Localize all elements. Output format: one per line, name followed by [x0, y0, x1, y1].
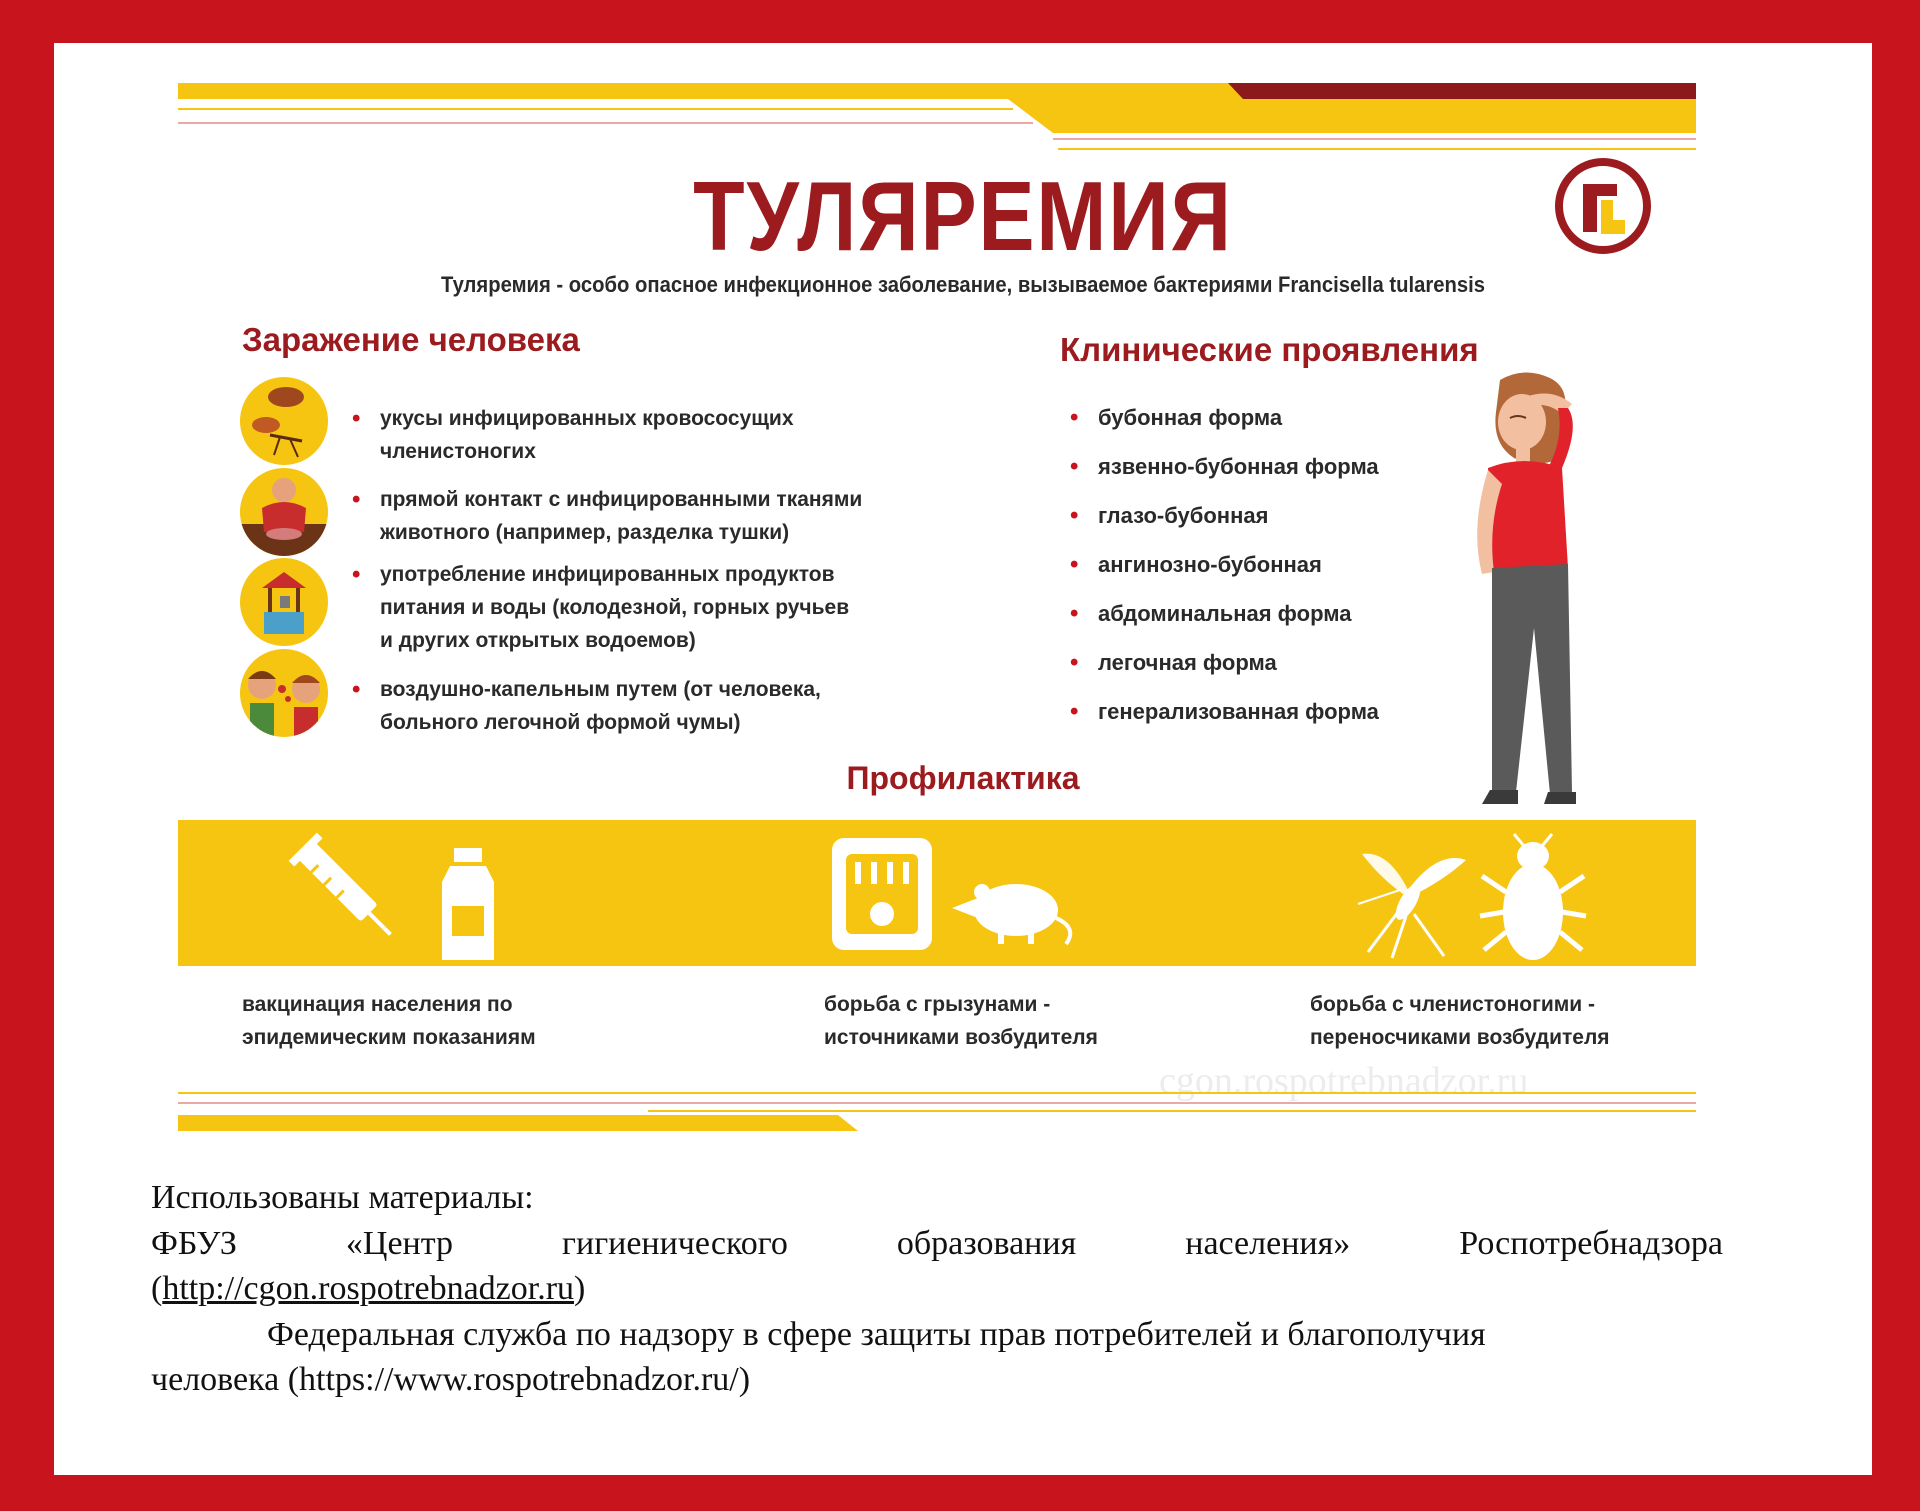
- prevention-caption-rodents: борьба с грызунами - источниками возбудителя: [824, 993, 1098, 1049]
- infection-item: • употребление инфицированных продуктов питания и воды (колодезной, горных ручьев и других открытых водоемов): [380, 558, 849, 657]
- prevention-caption-vaccination: вакцинация населения по эпидемическим показаниям: [242, 993, 536, 1049]
- cgon-link[interactable]: http://cgon.rospotrebnadzor.ru: [162, 1270, 575, 1307]
- infection-list: [380, 402, 794, 468]
- references-line-2: (http://cgon.rospotrebnadzor.ru): [151, 1270, 586, 1307]
- butchering-icon: [240, 468, 328, 556]
- clinical-heading: Клинические проявления: [1060, 331, 1479, 368]
- mosquito-icon: [1348, 840, 1468, 960]
- sick-woman-illustration: [1452, 368, 1642, 808]
- rat-icon: [948, 868, 1078, 948]
- watermark: cgon.rospotrebnadzor.ru: [1159, 1060, 1529, 1102]
- syringe-icon: [288, 822, 408, 962]
- bottom-stripes: [178, 1091, 1696, 1135]
- references-line-4: человека (https://www.rospotrebnadzor.ru/): [151, 1361, 751, 1398]
- clinical-item: • абдоминальная форма: [1098, 589, 1379, 638]
- poster-page: [54, 43, 1872, 1475]
- page-title: ТУЛЯРЕМИЯ: [693, 161, 1233, 271]
- infection-item: • укусы инфицированных кровососущих членистоногих: [380, 402, 794, 468]
- infection-list: [380, 558, 849, 657]
- prevention-caption-arthropods: борьба с членистоногими - переносчиками возбудителя: [1310, 993, 1610, 1049]
- prevention-band: [178, 820, 1696, 966]
- infection-item: • прямой контакт с инфицированными тканями животного (например, разделка тушки): [380, 483, 862, 549]
- mosquito-icon: [240, 377, 328, 465]
- clinical-item: • глазо-бубонная: [1098, 491, 1379, 540]
- well-water-icon: [240, 558, 328, 646]
- infection-item: • воздушно-капельным путем (от человека, больного легочной формой чумы): [380, 673, 821, 739]
- rospotrebnadzor-logo: [1555, 158, 1651, 254]
- rodent-trap-icon: [828, 834, 936, 954]
- clinical-item: • язвенно-бубонная форма: [1098, 442, 1379, 491]
- references-line-3: Федеральная служба по надзору в сфере защиты прав потребителей и благополучия: [267, 1316, 1486, 1353]
- airborne-infection-icon: [240, 649, 328, 737]
- clinical-item: • бубонная форма: [1098, 393, 1379, 442]
- references-line-1: ФБУЗ «Центр гигиенического образования населения» Роспотребнадзора: [151, 1225, 1723, 1262]
- clinical-item: • генерализованная форма: [1098, 687, 1379, 736]
- infection-list: [380, 483, 862, 549]
- vaccine-vial-icon: [438, 848, 498, 963]
- references-heading: Использованы материалы:: [151, 1179, 534, 1216]
- clinical-item: • легочная форма: [1098, 638, 1379, 687]
- prevention-heading: Профилактика: [846, 760, 1080, 796]
- infection-list: [380, 673, 821, 739]
- louse-icon: [1478, 832, 1588, 964]
- clinical-list: [1098, 393, 1379, 736]
- clinical-item: • ангинозно-бубонная: [1098, 540, 1379, 589]
- infection-heading: Заражение человека: [242, 321, 580, 358]
- subtitle: Туляремия - особо опасное инфекционное заболевание, вызываемое бактериями Francisella tularensis: [440, 272, 1486, 297]
